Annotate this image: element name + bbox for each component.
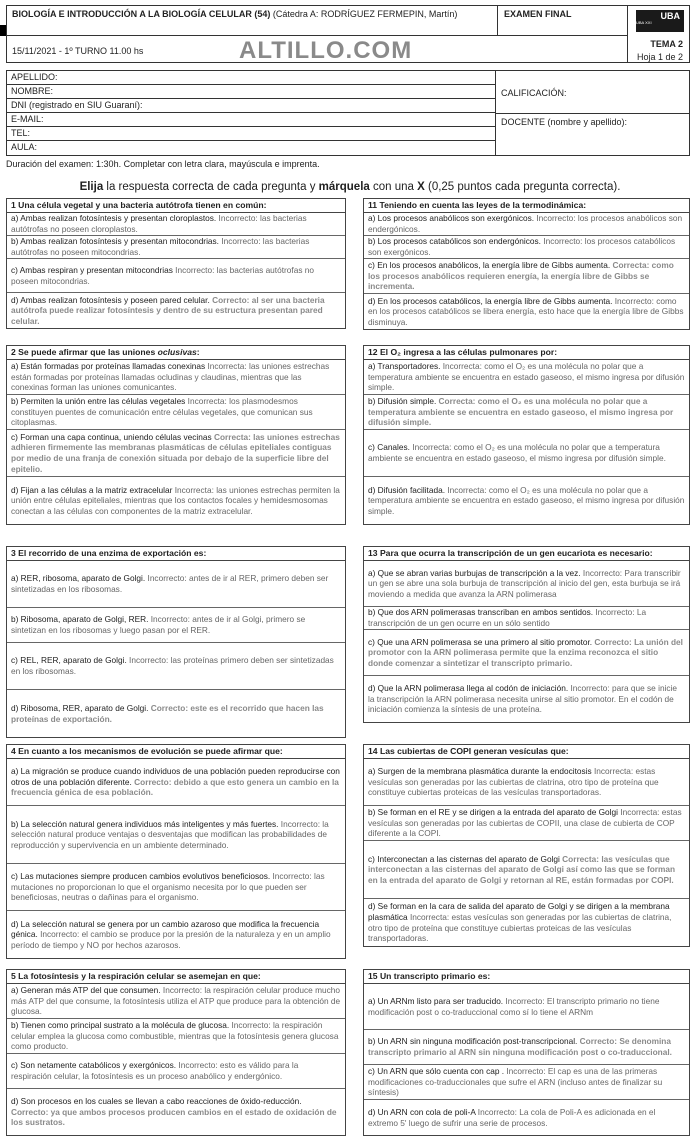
answer-option[interactable] [364,1065,689,1100]
logo-sub: UBA XXI [636,20,652,25]
option-text: d) Son procesos en los cuales se llevan a cabo reacciones de óxido-reducción. [11,1096,302,1107]
answer-option[interactable] [7,806,345,864]
instr-elija: Elija [79,181,104,193]
answer-option[interactable] [364,841,689,899]
incorrect-feedback: Incorrecto: la respiración celular produce mucho más ATP del que consume, la fotosíntesis utiliza el ATP que produce para la obtención de glucosa. [11,985,341,1017]
correct-feedback: Correcto: debido a que esto genera un cambio en la frecuencia génica de esa población. [11,776,339,798]
answer-option[interactable] [7,643,345,690]
option-text: a) Están formadas por proteínas llamadas conexinas [11,361,206,372]
field-aula[interactable]: AULA: [11,142,38,152]
tema-label: TEMA 2 [650,39,683,49]
option-text: b) Que dos ARN polimerasas transcriban en ambos sentidos. [368,607,594,618]
question-right-4 [363,744,690,947]
instr-marquela: márquela [318,181,370,193]
answer-option[interactable] [7,360,345,395]
option-text: a) Que se abran varias burbujas de transcripción a la vez. [368,567,581,578]
option-text: a) Los procesos anabólicos son exergónicos. [368,213,535,224]
docente-label[interactable]: DOCENTE (nombre y apellido): [501,117,628,127]
answer-option[interactable] [7,1054,345,1089]
answer-option[interactable] [364,259,689,294]
course-title [12,9,457,19]
incorrect-feedback: Incorrecta: estas vesículas son generadas por las cubiertas de clatrina, otro tipo de proteína que constituye cubiertas proteicas de las vesículas transportadoras. [368,911,672,944]
question-title: 12 El O₂ ingresa a las células pulmonares por: [364,346,689,360]
incorrect-feedback: Incorrecto: El transcripto primario no tiene modificación post o co-traduccional como sí lo tiene el ARNm [368,995,660,1017]
option-text: d) Ambas realizan fotosíntesis y poseen pared celular. [11,294,210,305]
option-text: b) Tienen como principal sustrato a la molécula de glucosa. [11,1020,230,1031]
option-text: c) REL, RER, aparato de Golgi. [11,655,127,666]
answer-option[interactable] [364,806,689,841]
question-title: 11 Teniendo en cuenta las leyes de la termodinámica: [364,199,689,213]
question-title: 2 Se puede afirmar que las uniones oclusivas: [7,346,345,360]
page-count: Hoja 1 de 2 [636,52,683,62]
incorrect-feedback: Incorrecto: la selección natural produce ventajas o desventajas que modifican las probabilidades de reproducción y supervivencia en un ambiente determinado. [11,818,329,850]
answer-option[interactable] [364,607,689,630]
option-text: a) Transportadores. [368,361,441,372]
answer-option[interactable] [7,864,345,911]
calificacion-label[interactable]: CALIFICACIÓN: [501,88,567,98]
answer-option[interactable] [364,899,689,946]
option-text: c) Forman una capa continua, uniendo células vecinas [11,431,212,442]
exam-header [6,5,690,63]
answer-option[interactable] [7,259,345,293]
answer-option[interactable] [364,984,689,1030]
answer-option[interactable] [7,1089,345,1135]
option-text: d) La selección natural se genera por un cambio azaroso que modifica la frecuencia génica. [11,918,320,940]
option-text: b) Ambas realizan fotosíntesis y presentan mitocondrias. [11,236,219,247]
answer-option[interactable] [7,759,345,806]
answer-option[interactable] [7,608,345,643]
answer-option[interactable] [7,984,345,1019]
incorrect-feedback: Incorrecta: los plasmodesmos constituyen puentes de comunicación entre células vegetales, que comunican sus citoplasmas. [11,396,313,428]
question-title: 4 En cuanto a los mecanismos de evolución se puede afirmar que: [7,745,345,759]
instr-part6: (0,25 puntos cada pregunta correcta). [424,181,621,193]
question-left-4 [6,744,346,959]
option-text: c) Canales. [368,442,410,453]
field-dni[interactable]: DNI (registrado en SIU Guaraní): [7,99,495,113]
option-text: b) Difusión simple. [368,396,437,407]
option-text: d) En los procesos catabólicos, la energía libre de Gibbs aumenta. [368,295,613,306]
correct-feedback: Correcto: La unión del promotor con la ARN polimerasa permite que la enzima reconozca el sitio donde comenzar a sintetizar el transcripto primario. [368,636,683,668]
correct-feedback: Correcto: Se denomina transcripto primario al ARN sin ninguna modificación post o co-traduccional. [368,1036,672,1057]
question-left-5 [6,969,346,1136]
option-text: a) Surgen de la membrana plasmática durante la endocitosis [368,766,592,777]
option-text: a) La migración se produce cuando individuos de una población pueden reproducirse con otros de una población diferente. [11,766,340,787]
answer-option[interactable] [364,477,689,524]
answer-option[interactable] [7,213,345,236]
question-title: 15 Un transcripto primario es: [364,970,689,984]
incorrect-feedback: Incorrecta: como el O₂ es una molécula no polar que a temperatura ambiente se encuentra en estado gaseoso, el mismo ingresa por difusión simple. [368,484,685,516]
watermark: ALTILLO.COM [239,37,413,64]
incorrect-feedback: Incorrecto: Para transcribir un gen se abre una sola burbuja de transcripción al inicio del gen, esta burbuja se irá moviendo a medida que avanza la ARN polimerasa [368,567,681,599]
correct-feedback: Correcta: las uniones estrechas adhieren firmemente las membranas plasmáticas de células epiteliales contiguas por medio de una franja de conexión situada por debajo de la superficie libre del epitelio. [11,431,340,474]
catedra-name: (Cátedra A: RODRÍGUEZ FERMEPIN, Martín) [272,9,458,19]
option-text: c) En los procesos anabólicos, la energía libre de Gibbs aumenta. [368,260,611,271]
answer-option[interactable] [7,430,345,477]
question-title: 1 Una célula vegetal y una bacteria autótrofa tienen en común: [7,199,345,213]
incorrect-feedback: Incorrecto: antes de ir al RER, primero deben ser sintetizadas en los ribosomas. [11,573,329,594]
field-apellido[interactable]: APELLIDO: [7,71,495,85]
option-text: c) Que una ARN polimerasa se una primero al sitio promotor. [368,636,593,647]
option-text: d) Que la ARN polimerasa llega al codón de iniciación. [368,683,569,694]
option-text: b) Se forman en el RE y se dirigen a la entrada del aparato de Golgi [368,807,618,818]
incorrect-feedback: Incorrecto: para que se inicie la transcripción la ARN polimerasa necesita unirse al sitio promotor. En el codón de iniciación comienza la síntesis de una proteína. [368,683,678,715]
instructions [0,181,700,193]
incorrect-feedback: Incorrecto: el cambio se produce por la presión de la naturaleza y en un amplio período de tiempo y NO por hechos azarosos. [11,929,331,950]
incorrect-feedback: Incorrecto: las mutaciones no proporcionan lo que el organismo necesita por lo que pueden ser beneficiosas, neutras o dañinas para el organismo. [11,871,325,903]
exam-type: EXAMEN FINAL [504,9,572,19]
answer-option[interactable] [364,676,689,722]
option-text: a) Ambas realizan fotosíntesis y presentan cloroplastos. [11,213,217,224]
instr-part4: con una [369,181,418,193]
student-info-box [6,70,690,156]
course-name: BIOLOGÍA E INTRODUCCIÓN A LA BIOLOGÍA CELULAR (54) [12,9,271,19]
incorrect-feedback: Incorrecto: La cola de Poli-A es adicionada en el extremo 5' luego de sufrir una serie de procesos. [368,1106,656,1128]
answer-option[interactable] [364,630,689,676]
option-text: c) Un ARN que sólo cuenta con cap . [368,1066,505,1077]
answer-option[interactable] [364,294,689,329]
question-right-5 [363,969,690,1136]
answer-option[interactable] [364,213,689,236]
incorrect-feedback: Incorrecto: El cap es una de las primeras modificaciones co-traduccionales que sufre el ARN (incluso antes de finalizar su síntesis) [368,1066,663,1098]
option-text: c) Interconectan a las cisternas del aparato de Golgi [368,853,560,864]
header-row-top [7,6,627,36]
answer-option[interactable] [364,395,689,430]
option-text: b) Los procesos catabólicos son endergónicos. [368,236,541,247]
question-right-2 [363,345,690,525]
incorrect-feedback: Incorrecto: antes de ir al Golgi, primero se sintetizan en los ribosomas y luego pasan por el RER. [11,614,306,635]
answer-option[interactable] [364,759,689,806]
answer-option[interactable] [7,561,345,608]
incorrect-feedback: Incorrecto: los procesos anabólicos son endergónicos. [368,213,683,234]
exam-date: 15/11/2021 - 1º TURNO 11.00 hs [12,46,144,56]
field-nombre[interactable]: NOMBRE: [7,85,495,99]
option-text: a) RER, ribosoma, aparato de Golgi. [11,573,146,584]
question-title: 13 Para que ocurra la transcripción de un gen eucariota es necesario: [364,547,689,561]
answer-option[interactable] [7,236,345,259]
incorrect-feedback: Incorrecta: las uniones estrechas permiten la unión entre células epiteliales, mientras que los contactos focales y hemidesmosomas conectan a las células con componentes de la matriz extracelular. [11,484,340,516]
question-left-2 [6,345,346,525]
incorrect-feedback: Incorrecta: como el O₂ es una molécula no polar que a temperatura ambiente se encuentra en estado gaseoso, el mismo ingresa por difusión simple. [368,442,666,463]
option-text: c) Son netamente catabólicos y exergónicos. [11,1060,177,1071]
instr-part2: la respuesta correcta de cada pregunta y [103,181,319,193]
answer-option[interactable] [364,1030,689,1065]
question-right-1 [363,198,690,330]
answer-option[interactable] [364,561,689,607]
incorrect-feedback: Incorrecto: la respiración celular emplea la glucosa como combustible, mientras que la fotosíntesis genera glucosa como producto. [11,1020,339,1052]
correct-feedback: Correcta: las vesículas que interconectan a las cisternas del aparato de Golgi así como las que se forman en la entrada del aparato de Golgi y retornan al RE, están formadas por COPI. [368,853,676,885]
answer-option[interactable] [7,395,345,430]
correct-feedback: Correcta: como el O₂ es una molécula no polar que a temperatura ambiente se encuentra en estado gaseoso, el mismo ingresa por difusión simple. [368,396,674,428]
question-left-3 [6,546,346,738]
incorrect-feedback: Incorrecto: las bacterias autótrofas no poseen mitocondrias. [11,236,310,257]
answer-option[interactable] [7,911,345,958]
correct-feedback: Correcto: ya que ambos procesos producen cambios en el estado de oxidación de los sustratos. [11,1106,337,1128]
question-left-1 [6,198,346,329]
option-text: b) Permiten la unión entre las células vegetales [11,396,186,407]
option-text: d) Ribosoma, RER, aparato de Golgi. [11,702,149,713]
incorrect-feedback: Incorrecta: las uniones estrechas están formadas por proteínas llamadas ocludinas y claudinas, mientras que las conexinas forman las uniones comunicantes. [11,361,330,393]
incorrect-feedback: Incorrecto: las proteínas primero deben ser sintetizadas en los ribosomas. [11,655,334,676]
correct-feedback: Correcto: al ser una bacteria autótrofa puede realizar fotosíntesis y dentro de su estructura presentan pared celular. [11,294,325,326]
option-text: c) Las mutaciones siempre producen cambios evolutivos beneficiosos. [11,871,271,882]
question-title: 5 La fotosíntesis y la respiración celular se asemejan en que: [7,970,345,984]
incorrect-feedback: Incorrecta: estas vesículas son generadas por las cubiertas de clatrina, otro tipo de proteína que constituye cubiertas proteicas de las vesículas transportadoras. [368,766,659,798]
answer-option[interactable] [7,477,345,524]
option-text: b) Ribosoma, aparato de Golgi, RER. [11,614,149,625]
incorrect-feedback: Incorrecto: La transcripción de un gen ocurre en un sólo sentido [368,607,647,628]
answer-option[interactable] [7,293,345,328]
answer-option[interactable] [364,236,689,259]
option-text: b) Un ARN sin ninguna modificación post-transcripcional. [368,1036,578,1047]
field-tel[interactable]: TEL: [7,127,495,141]
option-text: c) Ambas respiran y presentan mitocondrias [11,264,173,275]
incorrect-feedback: Incorrecto: como en los procesos catabólicos se libera energía, esto hace que la energía libre de Gibbs disminuya. [368,295,684,327]
field-email[interactable]: E-MAIL: [7,113,495,127]
answer-option[interactable] [364,430,689,477]
option-text: d) Fijan a las células a la matriz extracelular [11,484,173,495]
uba-logo [627,6,690,36]
option-text: d) Difusión facilitada. [368,484,446,495]
question-right-3 [363,546,690,723]
incorrect-feedback: Incorrecto: las bacterias autótrofas no poseen cloroplastos. [11,213,307,234]
correct-feedback: Correcto: este es el recorrido que hacen las proteínas de exportación. [11,702,324,724]
logo-text: UBA [660,11,680,21]
answer-option[interactable] [364,360,689,395]
correct-feedback: Correcta: como los procesos anabólicos requieren energía, la energía libre de Gibbs se incrementa. [368,260,674,292]
option-text: a) Un ARNm listo para ser traducido. [368,995,504,1006]
incorrect-feedback: Incorrecto: las bacterias autótrofas no poseen mitocondrias. [11,264,314,286]
option-text: b) La selección natural genera individuos más inteligentes y más fuertes. [11,818,279,829]
option-text: a) Generan más ATP del que consumen. [11,985,161,996]
incorrect-feedback: Incorrecta: estas vesículas son generadas por las cubiertas de COPII, una clase de cubierta de COP diferente a la COPI. [368,807,682,839]
question-title: 3 El recorrido de una enzima de exportación es: [7,547,345,561]
duration-note: Duración del examen: 1:30h. Completar con letra clara, mayúscula e imprenta. [6,159,320,169]
option-text: d) Se forman en la cara de salida del aparato de Golgi y se dirigen a la membrana plasmática [368,901,670,922]
question-title: 14 Las cubiertas de COPI generan vesículas que: [364,745,689,759]
answer-option[interactable] [7,1019,345,1054]
option-text: d) Un ARN con cola de poli-A [368,1106,476,1117]
answer-option[interactable] [7,690,345,737]
instr-x: X [417,181,425,193]
incorrect-feedback: Incorrecto: los procesos catabólicos son exergónicos. [368,236,676,257]
answer-option[interactable] [364,1100,689,1135]
incorrect-feedback: Incorrecto: esto es válido para la respiración celular, la fotosíntesis es un proceso anabólico y endergónico. [11,1060,299,1081]
incorrect-feedback: Incorrecta: como el O₂ es una molécula no polar que a temperatura ambiente se encuentra en estado gaseoso, el mismo ingresa por difusión simple. [368,361,685,393]
